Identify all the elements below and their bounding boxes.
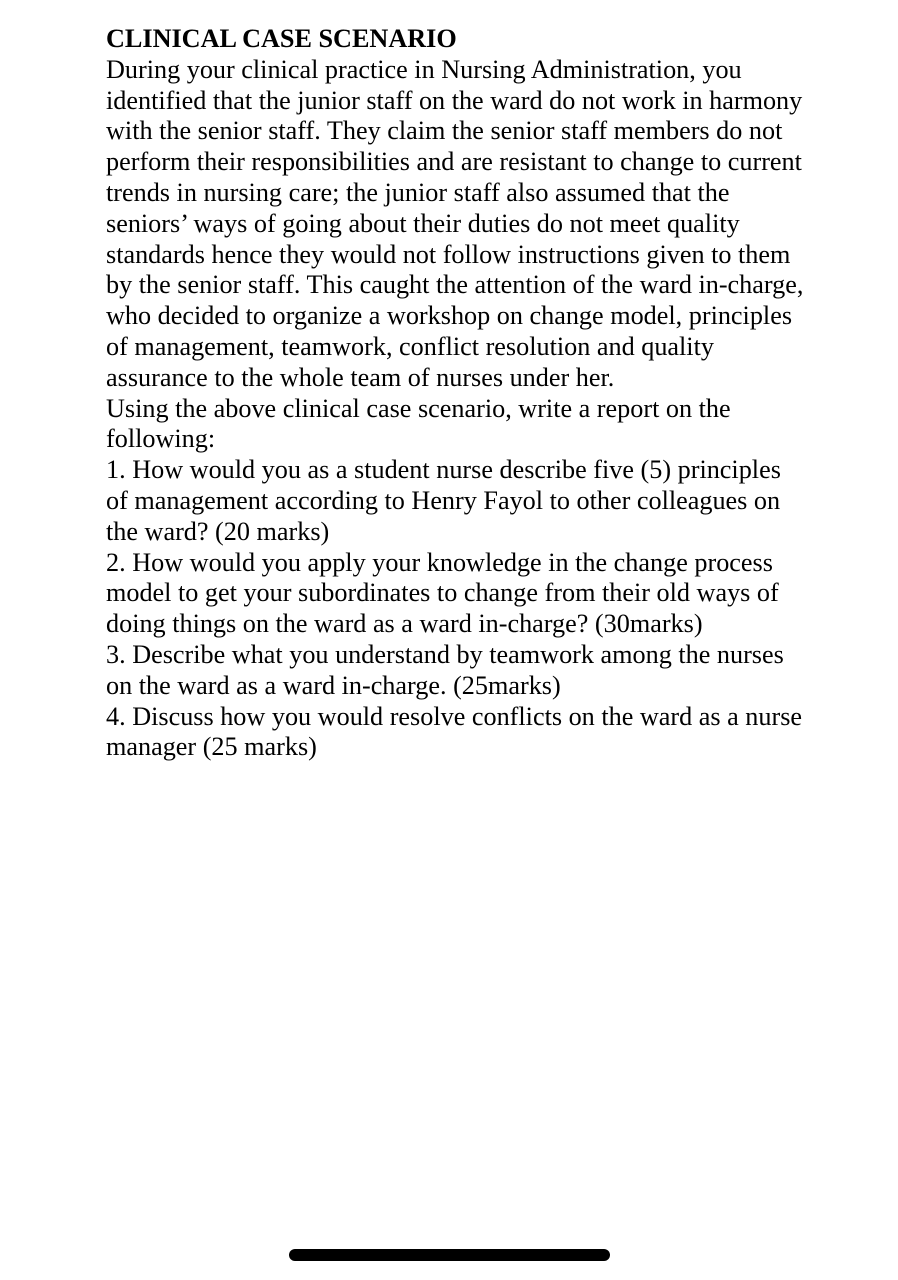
question-2: 2. How would you apply your knowledge in the change process model to get your subordinates to change from their old ways of doing things on the ward as a ward in-charge? (30marks)	[106, 547, 779, 639]
instruction-paragraph: Using the above clinical case scenario, write a report on the following:	[106, 393, 731, 454]
document-body	[106, 24, 806, 763]
document-title: CLINICAL CASE SCENARIO	[106, 24, 457, 53]
home-indicator[interactable]	[289, 1249, 610, 1261]
question-3: 3. Describe what you understand by teamwork among the nurses on the ward as a ward in-charge. (25marks)	[106, 639, 784, 700]
scenario-paragraph: During your clinical practice in Nursing Administration, you identified that the junior staff on the ward do not work in harmony with the senior staff. They claim the senior staff members do not perform their responsibilities and are resistant to change to current trends in nursing care; the junior staff also assumed that the seniors’ ways of going about their duties do not meet quality standards hence they would not follow instructions given to them by the senior staff. This caught the attention of the ward in-charge, who decided to organize a workshop on change model, principles of management, teamwork, conflict resolution and quality assurance to the whole team of nurses under her.	[106, 54, 804, 392]
question-4: 4. Discuss how you would resolve conflicts on the ward as a nurse manager (25 marks)	[106, 701, 803, 762]
question-1: 1. How would you as a student nurse describe five (5) principles of management according to Henry Fayol to other colleagues on the ward? (20 marks)	[106, 455, 781, 546]
